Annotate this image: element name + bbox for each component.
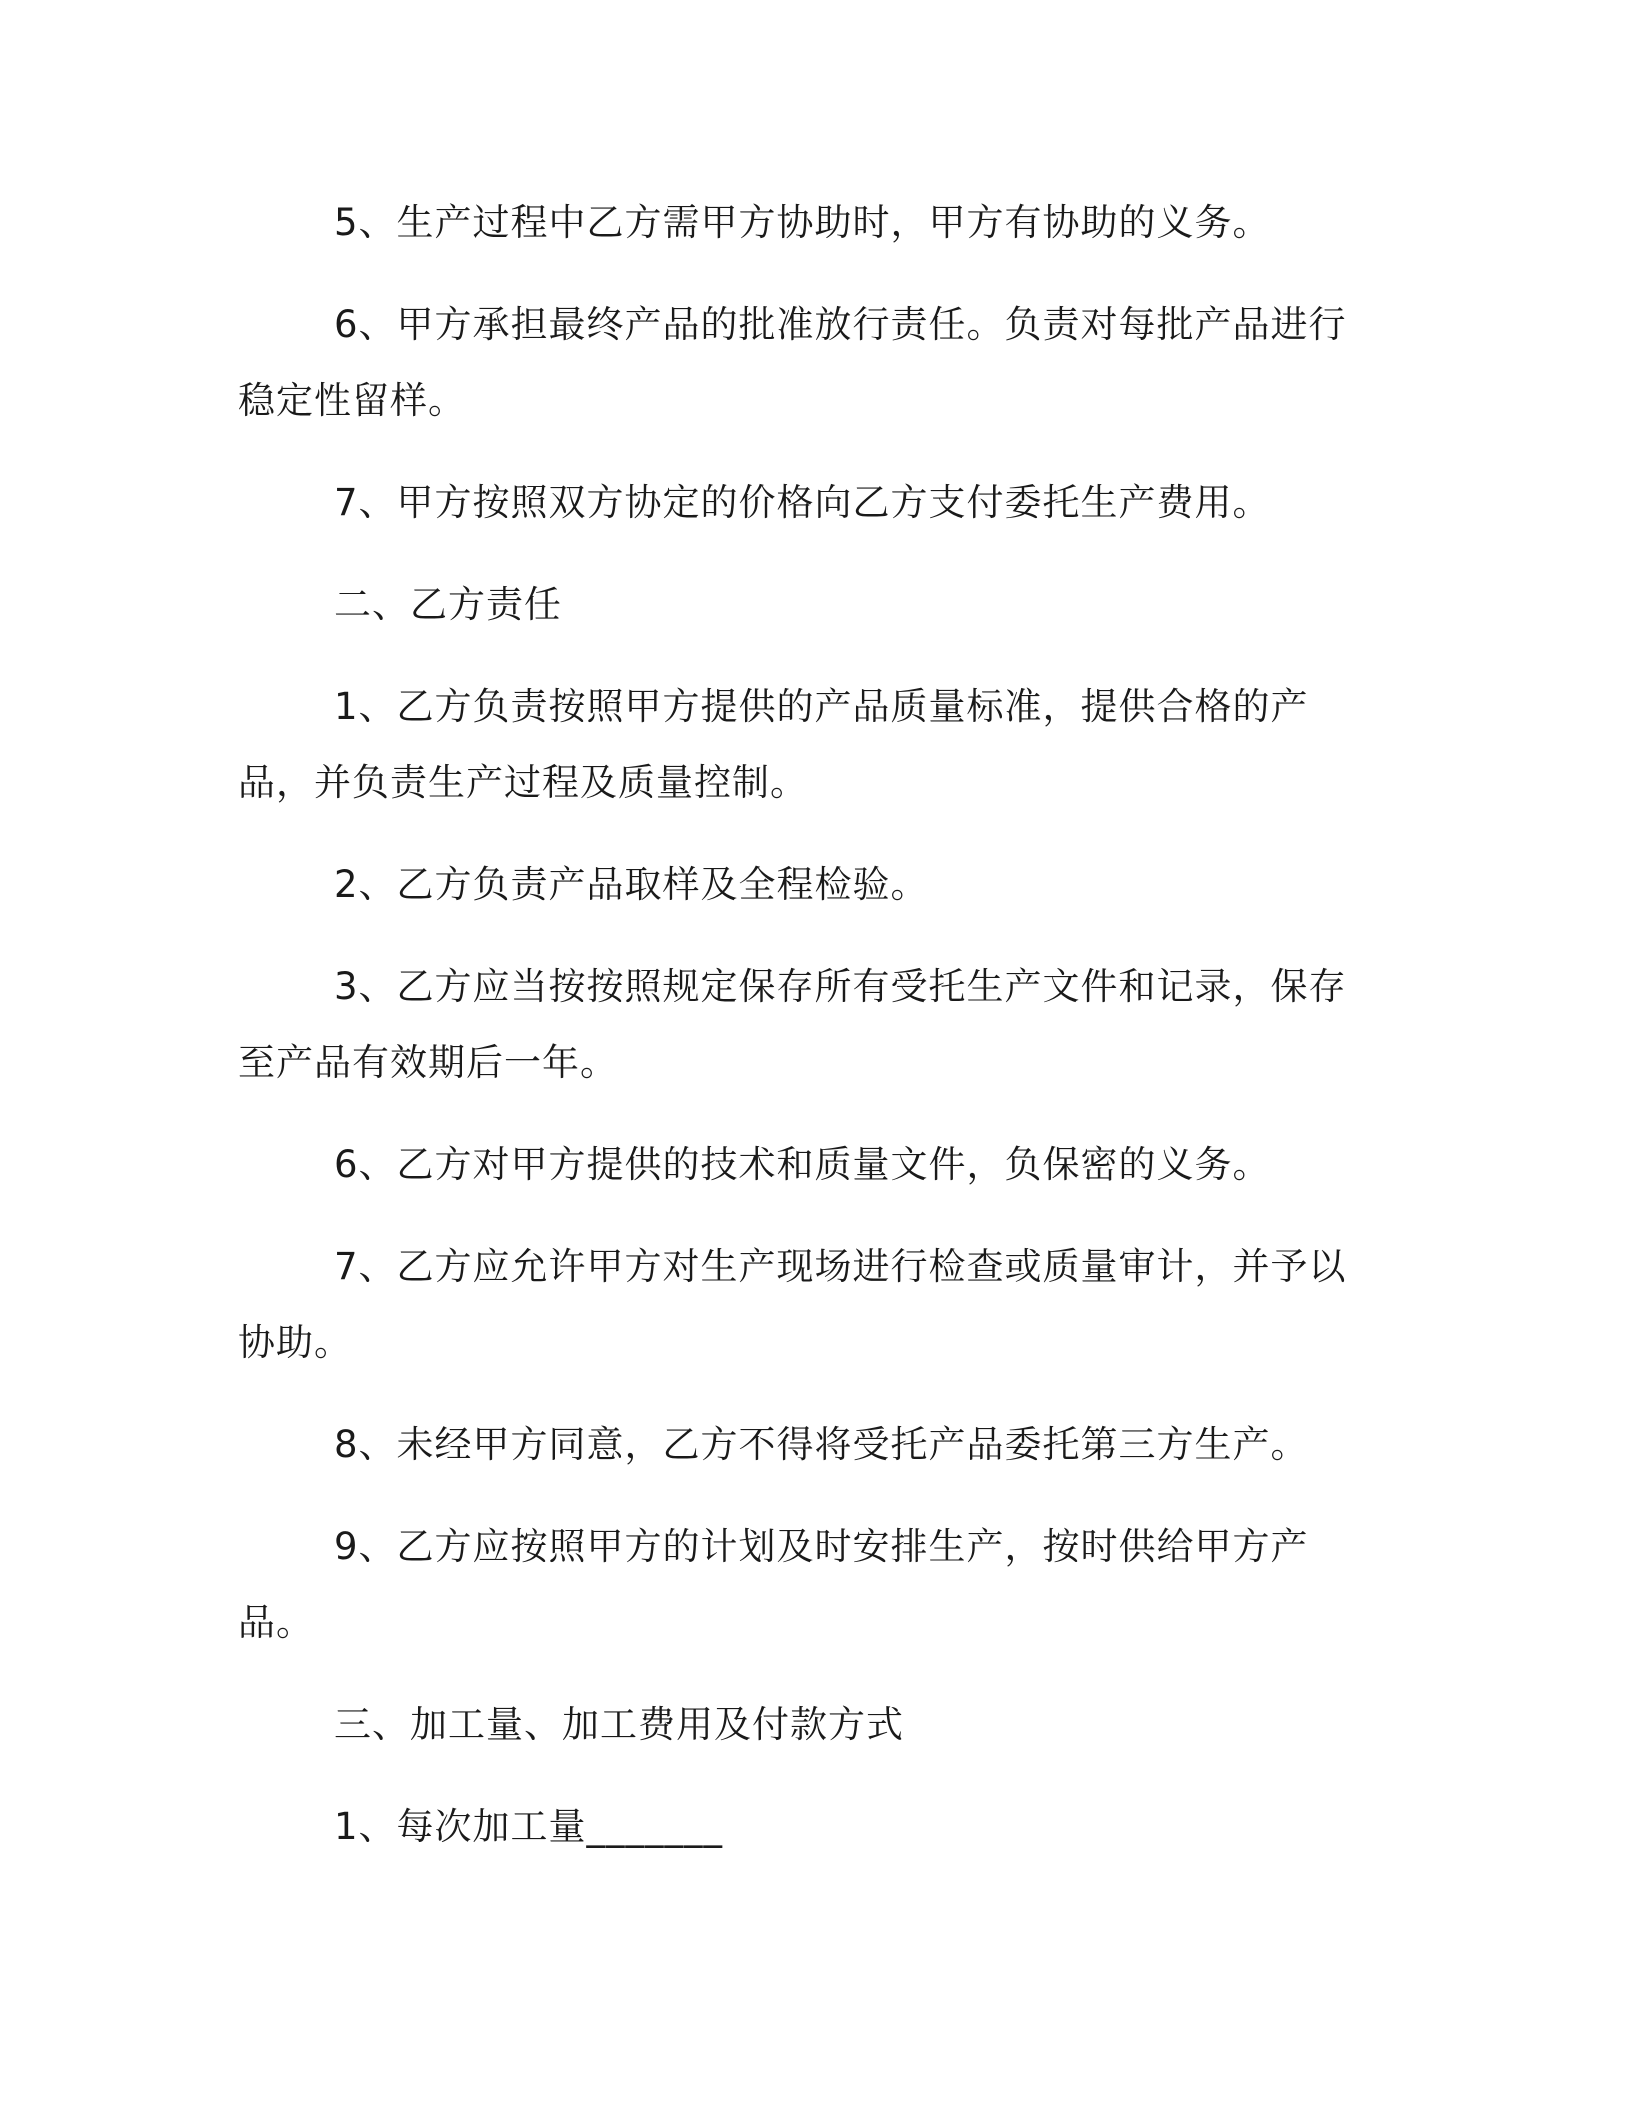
paragraph-item-6-party-a-release: 6、甲方承担最终产品的批准放行责任。负责对每批产品进行稳定性留样。 — [238, 303, 1347, 422]
paragraph-item-7-party-b-audit: 7、乙方应允许甲方对生产现场进行检查或质量审计，并予以协助。 — [238, 1245, 1347, 1364]
paragraph-item-9-party-b-schedule: 9、乙方应按照甲方的计划及时安排生产，按时供给甲方产品。 — [238, 1525, 1309, 1644]
paragraph-item-7-party-a-payment: 7、甲方按照双方协定的价格向乙方支付委托生产费用。 — [334, 481, 1271, 524]
paragraph-item-1-processing-quantity: 1、每次加工量_______ — [334, 1805, 724, 1848]
section-heading-processing-fees: 三、加工量、加工费用及付款方式 — [334, 1703, 904, 1746]
paragraph-item-1-party-b-quality: 1、乙方负责按照甲方提供的产品质量标准，提供合格的产品，并负责生产过程及质量控制。 — [238, 685, 1309, 804]
document-body — [238, 185, 1358, 1891]
paragraph-item-3-party-b-records: 3、乙方应当按按照规定保存所有受托生产文件和记录，保存至产品有效期后一年。 — [238, 965, 1347, 1084]
paragraph-item-6-party-b-confidentiality: 6、乙方对甲方提供的技术和质量文件，负保密的义务。 — [334, 1143, 1271, 1186]
paragraph-item-8-party-b-no-subcontract: 8、未经甲方同意，乙方不得将受托产品委托第三方生产。 — [334, 1423, 1309, 1466]
section-heading-party-b-duties: 二、乙方责任 — [334, 583, 562, 626]
paragraph-item-2-party-b-sampling: 2、乙方负责产品取样及全程检验。 — [334, 863, 929, 906]
paragraph-item-5-party-a-assist: 5、生产过程中乙方需甲方协助时，甲方有协助的义务。 — [334, 201, 1271, 244]
